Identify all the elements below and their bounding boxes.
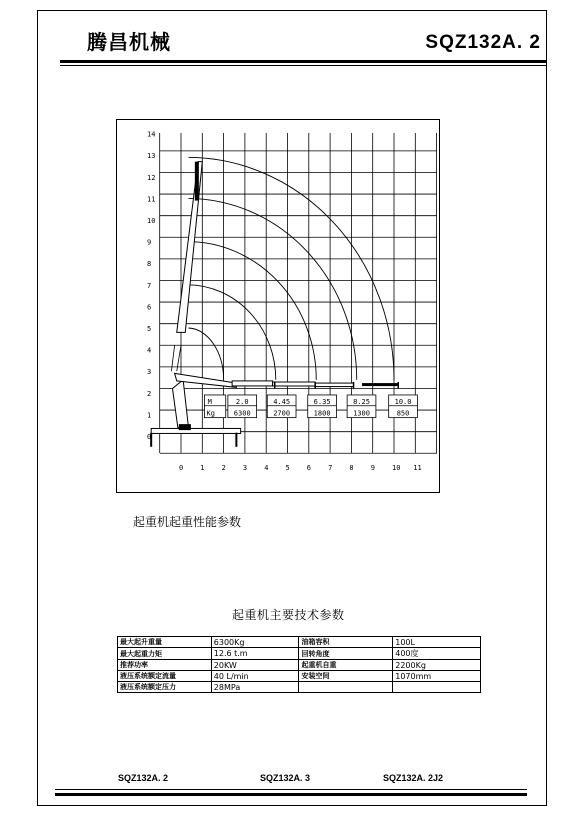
load-table-label-kg: Kg [206,409,215,418]
x-tick-labels [179,464,422,472]
specs-table [117,636,481,693]
load-chart [117,120,439,492]
x-tick-label: 5 [285,464,290,472]
ext-3 [315,383,353,387]
y-tick-labels [147,131,155,441]
x-tick-label: 4 [264,464,269,472]
y-tick-label: 4 [147,346,152,355]
footer-drawing-1: SQZ132A. 2 [118,773,169,783]
y-tick-label: 7 [147,281,152,290]
ext-2 [273,382,316,386]
reach-arc [188,328,223,380]
specs-row [118,682,481,693]
x-tick-label: 9 [370,464,375,472]
x-tick-label: 2 [221,464,226,472]
footer-rule-thick [55,793,527,796]
crane-column [172,380,188,428]
load-chart-frame [116,119,440,493]
y-tick-label: 3 [147,368,152,377]
y-tick-label: 1 [147,411,152,420]
load-radius: 10.0 [394,397,412,406]
load-radius: 2.0 [235,397,249,406]
specs-title: 起重机主要技术参数 [232,608,345,622]
x-tick-label: 1 [200,464,205,472]
y-tick-label: 12 [147,173,156,182]
y-tick-label: 14 [147,130,156,139]
specs-row [118,671,481,682]
load-radius: 6.35 [313,397,331,406]
footer-drawing-2: SQZ132A. 3 [260,773,311,783]
spec-label: 起重机自重 [299,660,393,671]
y-tick-label: 13 [147,152,156,161]
spec-label: 液压系统额定压力 [118,682,212,693]
spec-value: 2200Kg [393,660,481,671]
ext-4 [362,383,398,386]
spec-value: 20KW [211,660,299,671]
brand-title: 腾昌机械 [87,30,171,54]
x-tick-label: 7 [328,464,333,472]
footer-drawing-3: SQZ132A. 2J2 [383,773,444,783]
x-tick-label: 0 [179,464,184,472]
spec-value: 1070mm [393,671,481,682]
y-tick-label: 11 [147,195,156,204]
load-radius: 4.45 [273,397,291,406]
header-rule-thin [60,65,547,66]
spec-value: 12.6 t.m [211,648,299,660]
x-tick-label: 3 [242,464,248,472]
performance-caption: 起重机起重性能参数 [133,515,242,529]
spec-label: 回转角度 [299,648,393,660]
spec-value: 100L [393,637,481,648]
footer-rule-thin [55,789,527,790]
spec-label: 油箱容积 [299,637,393,648]
spec-label: 液压系统额定流量 [118,671,212,682]
spec-label: 最大起重力矩 [118,648,212,660]
load-radius: 8.25 [353,397,370,406]
spec-label: 推荐功率 [118,660,212,671]
specs-row [118,648,481,660]
spec-value: 28MPa [211,682,299,693]
spec-value: 400度 [393,648,481,660]
load-kg: 850 [396,409,410,418]
hoist-rope [171,345,181,371]
y-tick-label: 10 [147,217,156,225]
crane-base [151,428,240,433]
spec-value [393,682,481,693]
header-rule-thick [60,60,547,63]
spec-value: 40 L/min [211,671,299,682]
load-table-label-m: M [207,397,212,406]
load-kg: 2700 [273,409,291,418]
y-tick-label: 5 [147,325,152,333]
boom-tip-section [195,162,199,201]
x-tick-label: 10 [392,464,401,472]
specs-row [118,660,481,671]
y-tick-label: 8 [147,260,152,269]
load-table [204,395,417,418]
spec-label: 最大起升重量 [118,637,212,648]
load-kg: 1800 [313,409,331,418]
spec-value: 6300Kg [211,637,299,648]
spec-label [299,682,393,693]
x-tick-label: 8 [349,464,354,472]
reach-arc [188,157,394,379]
load-kg: 1300 [353,409,370,418]
spec-label: 安装空间 [299,671,393,682]
y-tick-label: 0 [147,433,152,441]
x-tick-label: 11 [413,464,422,472]
ext-1 [232,381,272,386]
load-kg: 6300 [233,409,251,418]
reach-arc [188,242,316,380]
slew-unit [179,424,191,430]
x-tick-label: 6 [306,464,312,472]
y-tick-label: 9 [147,238,152,247]
specs-row [118,637,481,648]
model-number: SQZ132A. 2 [425,32,541,53]
reach-arcs [188,157,394,379]
y-tick-label: 2 [147,389,152,398]
y-tick-label: 6 [147,303,152,312]
